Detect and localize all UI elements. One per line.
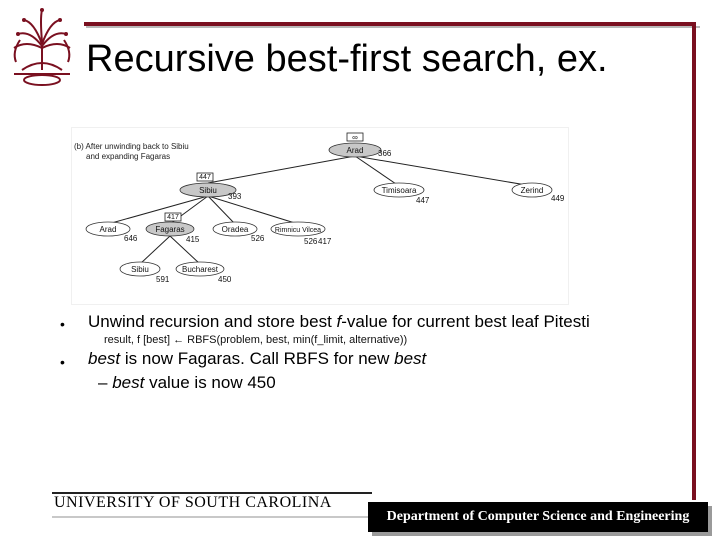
bullet-1-text-a: Unwind recursion and store best xyxy=(88,312,337,331)
node-arad-leaf-f: 646 xyxy=(124,234,138,243)
figure-caption-line2: and expanding Fagaras xyxy=(86,152,171,161)
node-zerind-f: 449 xyxy=(551,194,565,203)
bullet-2-italic-2: best xyxy=(394,349,427,368)
department-name: Department of Computer Science and Engineering xyxy=(386,509,690,524)
search-tree-diagram xyxy=(72,128,568,304)
palmetto-seal-icon xyxy=(0,0,84,92)
frame-right-line xyxy=(692,22,696,500)
university-name: UNIVERSITY OF SOUTH CAROLINA xyxy=(54,494,332,511)
node-bucharest-label: Bucharest xyxy=(181,265,219,274)
node-bucharest-f: 450 xyxy=(218,275,232,284)
node-arad-leaf-label: Arad xyxy=(99,225,117,234)
node-rimnicu-f: 417 xyxy=(318,237,332,246)
limit-root-text: ∞ xyxy=(352,133,358,142)
node-sibiu-label: Sibiu xyxy=(199,186,217,195)
bullet-2-text: is now Fagaras. Call RBFS for new xyxy=(120,349,395,368)
sub-bullet-italic: best xyxy=(112,373,145,392)
tree-edges xyxy=(108,156,532,264)
limit-sibiu-text: 447 xyxy=(199,174,211,181)
figure-caption-line1: (b) After unwinding back to Sibiu xyxy=(74,142,189,151)
bullet-marker-2: • xyxy=(60,354,65,370)
node-oradea-f: 526 xyxy=(251,234,265,243)
sub-bullet xyxy=(98,373,276,393)
sub-bullet-text: value is now 450 xyxy=(144,373,276,392)
node-fagaras-f: 415 xyxy=(186,235,200,244)
university-logo xyxy=(0,0,84,92)
node-fagaras-label: Fagaras xyxy=(155,225,185,234)
node-sibiu-leaf-f: 591 xyxy=(156,275,170,284)
node-oradea-label: Oradea xyxy=(221,225,249,234)
node-timisoara-label: Timisoara xyxy=(381,186,417,195)
node-rimnicu-note: 526 xyxy=(304,237,318,246)
bullet-2 xyxy=(88,349,426,369)
node-timisoara-f: 447 xyxy=(416,196,430,205)
bullet-1-italic: f xyxy=(336,312,342,331)
node-arad-root-label: Arad xyxy=(346,146,364,155)
slide-title: Recursive best-first search, ex. xyxy=(86,38,608,80)
sub-bullet-dash: – xyxy=(98,373,108,392)
node-sibiu-leaf-label: Sibiu xyxy=(131,265,149,274)
node-zerind-label: Zerind xyxy=(520,186,544,195)
bullet-1-text-b: -value for current best leaf Pitesti xyxy=(341,312,590,331)
bullet-1 xyxy=(88,312,590,332)
frame-top-line xyxy=(82,22,696,26)
limit-fagaras-text: 417 xyxy=(167,214,179,221)
frame-shadow xyxy=(86,26,700,28)
bullet-2-italic: best xyxy=(88,349,121,368)
node-sibiu-f: 393 xyxy=(228,192,242,201)
bullet-marker-1: • xyxy=(60,316,65,332)
rbfs-tree-figure xyxy=(72,128,568,304)
pseudocode-line: result, f [best] ← RBFS(problem, best, min(f_limit, alternative)) xyxy=(104,334,408,346)
footer-left-underline xyxy=(52,516,372,518)
node-arad-root-f: 366 xyxy=(378,149,392,158)
node-rimnicu-label: Rimnicu Vilcea xyxy=(274,227,322,234)
